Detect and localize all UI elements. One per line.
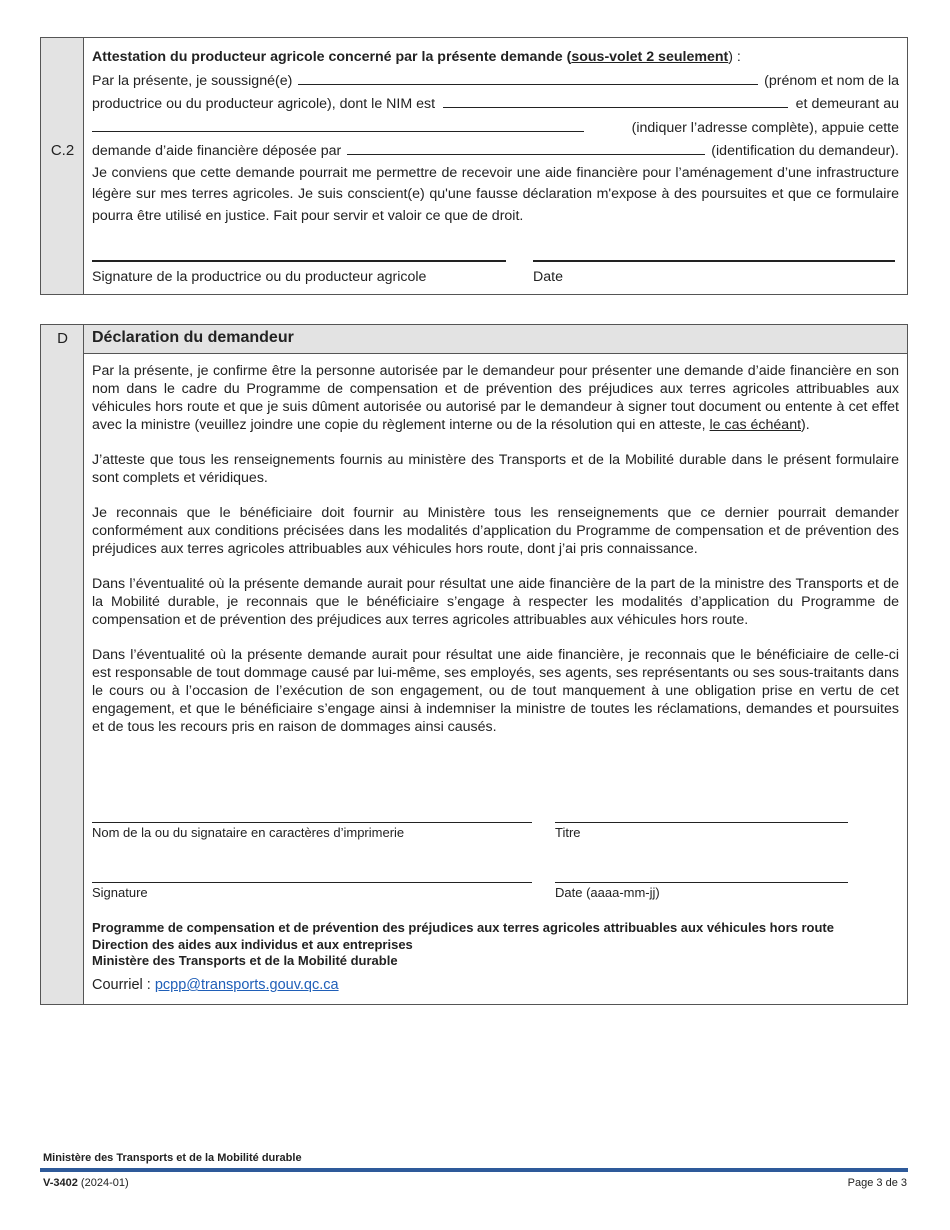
producer-signature-label: Signature de la productrice ou du producteur agricole [92, 269, 427, 285]
nim-field[interactable] [443, 92, 788, 108]
section-code-column [41, 38, 84, 294]
signatory-title-line[interactable] [555, 822, 848, 823]
email-row: Courriel : pcpp@transports.gouv.qc.ca [92, 977, 339, 993]
section-d-title: Déclaration du demandeur [92, 329, 294, 346]
address-field[interactable] [92, 116, 584, 132]
signature-label: Signature [92, 885, 148, 900]
attestation-line-4: demande d’aide financière déposée par (identification du demandeur). [92, 139, 899, 163]
signature-line[interactable] [92, 882, 532, 883]
section-code-column [41, 325, 84, 1004]
footer-divider [40, 1168, 908, 1172]
footer-ministry: Ministère des Transports et de la Mobilité durable [43, 1152, 302, 1164]
section-c2 [40, 37, 908, 295]
footer-page-number: Page 3 de 3 [847, 1177, 907, 1189]
declaration-paragraph-3: Je reconnais que le bénéficiaire doit fournir au Ministère tous les renseignements que ce dernier pourrait demander conformément aux conditions précisées dans les modalités d’application du Programme de compensation et de prévention des préjudices aux terres agricoles attribuables aux véhicules hors route, dont j’ai pris connaissance. [92, 505, 899, 557]
attestation-line-1: Par la présente, je soussigné(e) (prénom et nom de la [92, 69, 899, 93]
section-d-body [92, 362, 899, 753]
section-d [40, 324, 908, 1005]
section-code: D [57, 330, 68, 347]
section-c2-content [92, 47, 899, 227]
signatory-name-line[interactable] [92, 822, 532, 823]
footer-form-id: V-3402 (2024-01) [43, 1177, 129, 1189]
declaration-paragraph-1: Par la présente, je confirme être la personne autorisée par le demandeur pour présenter une demande d’aide financière en son nom dans le cadre du Programme de compensation et de prévention des préjudices aux terres agricoles attribuables aux véhicules hors route et que je suis dûment autorisée ou autorisé par le demandeur à signer tout document ou entente à cet effet avec la ministre (veuillez joindre une copie du règlement interne ou de la résolution qui en atteste, le cas échéant). [92, 363, 899, 433]
attestation-line-3: (indiquer l’adresse complète), appuie cette [92, 116, 899, 140]
section-code: C.2 [50, 142, 75, 159]
ministry-name: Ministère des Transports et de la Mobilité durable [92, 953, 398, 968]
producer-signature-line[interactable] [92, 260, 506, 262]
signature-date-label: Date (aaaa-mm-jj) [555, 885, 660, 900]
producer-name-field[interactable] [298, 69, 758, 85]
section-c2-title: Attestation du producteur agricole concerné par la présente demande (sous-volet 2 seulement) : [92, 49, 741, 65]
signatory-title-label: Titre [555, 825, 581, 840]
program-name: Programme de compensation et de prévention des préjudices aux terres agricoles attribuables aux véhicules hors route [92, 920, 834, 935]
declaration-paragraph-4: Dans l’éventualité où la présente demande aurait pour résultat une aide financière de la part de la ministre des Transports et de la Mobilité durable, je reconnais que le bénéficiaire s’engage à respecter les modalités d’application du Programme de compensation et de prévention des préjudices aux terres agricoles attribuables aux véhicules hors route. [92, 576, 899, 628]
signature-date-line[interactable] [555, 882, 848, 883]
signatory-name-label: Nom de la ou du signataire en caractères d’imprimerie [92, 825, 405, 840]
attestation-body: Je conviens que cette demande pourrait me permettre de recevoir une aide financière pour l’aménagement d’une infrastructure légère sur mes terres agricoles. Je suis conscient(e) qu'une fausse déclaration m'expose à des poursuites et que ce formulaire pourra être utilisé en justice. Fait pour servir et valoir ce que de droit. [92, 164, 899, 224]
email-link[interactable]: pcpp@transports.gouv.qc.ca [154, 977, 339, 993]
producer-date-line[interactable] [533, 260, 895, 262]
contact-block [92, 920, 899, 970]
applicant-id-field[interactable] [347, 139, 705, 155]
direction-name: Direction des aides aux individus et aux entreprises [92, 936, 413, 952]
declaration-paragraph-2: J’atteste que tous les renseignements fournis au ministère des Transports et de la Mobilité durable dans le présent formulaire sont complets et véridiques. [92, 452, 899, 486]
declaration-paragraph-5: Dans l’éventualité où la présente demande aurait pour résultat une aide financière, je reconnais que le bénéficiaire de celle-ci est responsable de tout dommage causé par lui-même, ses employés, ses agents, ses représentants ou ses sous-traitants dans le cours ou à l’occasion de l’exécution de son engagement, ou de tout manquement à une obligation prise en vertu de cet engagement, et que le bénéficiaire s’engage ainsi à indemniser la ministre de toutes les réclamations, demandes et poursuites et de tous les recours pris en raison de dommages ainsi causés. [92, 647, 899, 735]
attestation-line-2: productrice ou du producteur agricole), dont le NIM est et demeurant au [92, 92, 899, 116]
producer-date-label: Date [533, 269, 563, 285]
